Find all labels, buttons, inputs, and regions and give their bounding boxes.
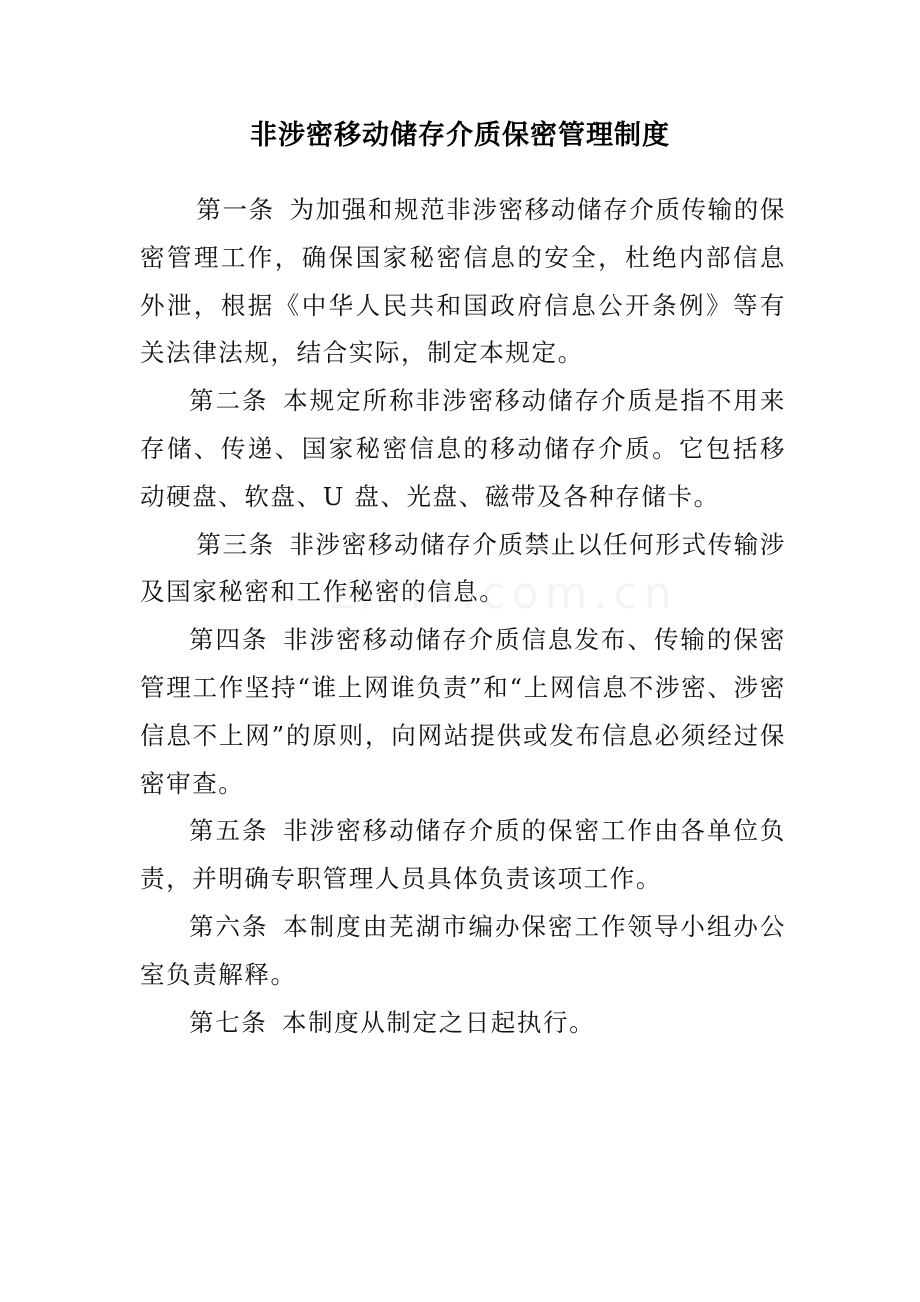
- article-number: 第七条: [189, 1007, 268, 1037]
- article-text: 非涉密移动储存介质的保密工作由各单位负责，并明确专职管理人员具体负责该项工作。: [140, 816, 786, 894]
- article-number: 第五条: [189, 816, 269, 846]
- article-number: 第四条: [189, 625, 269, 655]
- document-body: [140, 186, 786, 1046]
- article-text: 本制度从制定之日起执行。: [282, 1007, 596, 1037]
- article-text: 非涉密移动储存介质信息发布、传输的保密管理工作坚持“谁上网谁负责”和“上网信息不涉密、涉密信息不上网”的原则，向网站提供或发布信息必须经过保密审查。: [140, 625, 786, 798]
- article-7: [140, 999, 786, 1047]
- article-text: 本制度由芜湖市编办保密工作领导小组办公室负责解释。: [140, 911, 786, 989]
- article-number: 第六条: [189, 911, 269, 941]
- article-4: [140, 616, 786, 807]
- article-text: 非涉密移动储存介质禁止以任何形式传输涉及国家秘密和工作秘密的信息。: [140, 529, 786, 607]
- article-number: 第二条: [189, 386, 269, 416]
- article-text: 为加强和规范非涉密移动储存介质传输的保密管理工作，确保国家秘密信息的安全，杜绝内部信息外泄，根据《中华人民共和国政府信息公开条例》等有关法律法规，结合实际，制定本规定。: [140, 195, 786, 368]
- document-title: 非涉密移动储存介质保密管理制度: [250, 120, 670, 151]
- article-2: [140, 377, 786, 520]
- article-1: [140, 186, 786, 377]
- article-3: [140, 521, 786, 617]
- article-text: 本规定所称非涉密移动储存介质是指不用来存储、传递、国家秘密信息的移动储存介质。它包括移动硬盘、软盘、U 盘、光盘、磁带及各种存储卡。: [140, 386, 786, 511]
- article-6: [140, 903, 786, 999]
- article-number: 第三条: [196, 529, 275, 559]
- article-number: 第一条: [196, 195, 275, 224]
- article-5: [140, 807, 786, 903]
